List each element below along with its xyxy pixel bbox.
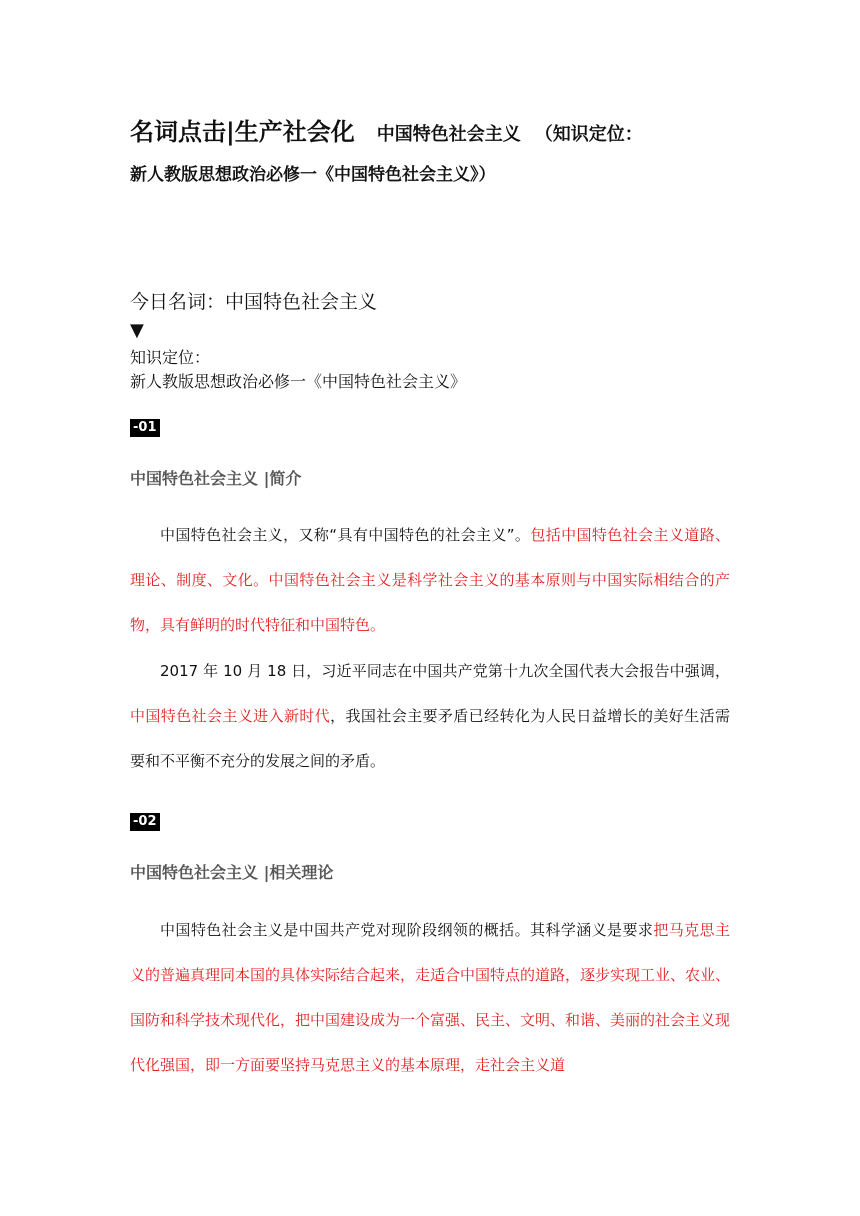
intro-p2-highlight: 中国特色社会主义进入新时代 xyxy=(130,707,331,725)
section-title-theory: 中国特色社会主义 |相关理论 xyxy=(130,863,334,882)
title-subject: 中国特色社会主义 xyxy=(376,124,521,145)
section-badge-02: -02 xyxy=(130,813,160,831)
document-title xyxy=(130,112,643,147)
down-triangle-icon: ▼ xyxy=(130,320,144,341)
section-title-intro: 中国特色社会主义 |简介 xyxy=(130,469,302,488)
title-main: 名词点击|生产社会化 xyxy=(130,118,355,146)
intro-p1-text: 中国特色社会主义，又称“具有中国特色的社会主义”。 xyxy=(160,526,531,544)
intro-p1-highlight: 包括中国特色社会主义道路、理论、制度、文化。中国特色社会主义是科学社会主义的基本原则与中国实际相结合的产物，具有鲜明的时代特征和中国特色。 xyxy=(130,526,730,634)
knowledge-location-label: 知识定位： xyxy=(130,348,211,367)
theory-paragraph-1 xyxy=(130,908,730,1088)
section-badge-01: -01 xyxy=(130,419,160,437)
intro-paragraph-1 xyxy=(130,513,730,648)
theory-p1-highlight: 把马克思主义的普遍真理同本国的具体实际结合起来，走适合中国特点的道路，逐步实现工业、农业、国防和科学技术现代化，把中国建设成为一个富强、民主、文明、和谐、美丽的社会主义现代化强国，即一方面要坚持马克思主义的基本原理，走社会主义道 xyxy=(130,921,731,1074)
title-location-prefix: （知识定位： xyxy=(534,124,643,145)
intro-p2-text-b: ，我国社会主要矛盾已经转化为人民日益增长的美好生活需要和不平衡不充分的发展之间的矛盾。 xyxy=(130,707,730,770)
theory-p1-text: 中国特色社会主义是中国共产党对现阶段纲领的概括。其科学涵义是要求 xyxy=(160,921,654,939)
intro-paragraph-2 xyxy=(130,649,730,784)
knowledge-location-value: 新人教版思想政治必修一《中国特色社会主义》 xyxy=(130,372,467,391)
today-term: 今日名词：中国特色社会主义 xyxy=(130,291,378,313)
title-location-text: 新人教版思想政治必修一《中国特色社会主义》） xyxy=(130,165,496,185)
intro-p2-text-a: 2017 年 10 月 18 日，习近平同志在中国共产党第十九次全国代表大会报告中强调， xyxy=(160,662,730,680)
